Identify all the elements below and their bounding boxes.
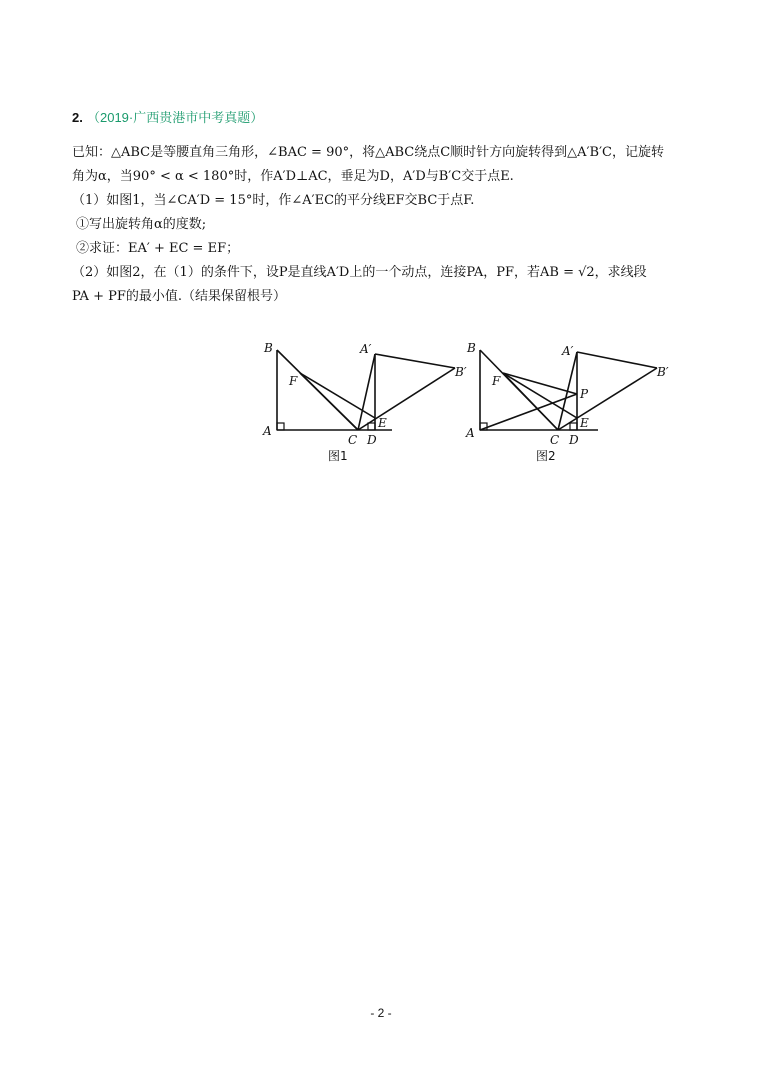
problem-line-4: ①写出旋转角α的度数; — [76, 217, 207, 232]
fig2-right-angle-a — [480, 423, 487, 430]
fig2-label-f: F — [492, 374, 501, 388]
fig2-label-d: D — [569, 433, 579, 447]
figure-1 — [277, 350, 455, 430]
fig2-label-b-prime: B′ — [657, 365, 669, 379]
fig1-segment-a1b1 — [375, 354, 455, 368]
fig1-label-b: B — [264, 341, 273, 355]
problem-line-3: （1）如图1，当∠CA′D = 15°时，作∠A′EC的平分线EF交BC于点F. — [72, 193, 475, 208]
figure-1-labels — [262, 341, 467, 463]
fig2-caption: 图2 — [536, 449, 556, 463]
fig2-segment-fp — [503, 373, 577, 394]
problem-line-5: ②求证：EA′ + EC = EF； — [76, 241, 240, 256]
problem-source: （2019·广西贵港市中考真题） — [86, 110, 264, 125]
fig2-segment-a1b1 — [577, 352, 657, 368]
fig2-segment-ap — [480, 394, 577, 430]
fig1-right-angle-d — [368, 423, 375, 430]
fig1-label-c: C — [348, 433, 358, 447]
fig2-segment-fe — [503, 373, 577, 418]
fig1-segment-ca1 — [358, 354, 375, 430]
problem-number: 2. — [72, 110, 83, 125]
fig2-label-a-prime: A′ — [562, 344, 574, 358]
fig2-label-e: E — [580, 416, 589, 430]
fig2-segment-ca1 — [558, 352, 577, 430]
fig2-segment-bc — [480, 350, 558, 430]
fig1-label-d: D — [367, 433, 377, 447]
problem-line-6: （2）如图2，在（1）的条件下，设P是直线A′D上的一个动点，连接PA，PF，若AB = √2，求线段 — [72, 265, 647, 280]
fig1-segment-fc — [300, 373, 358, 430]
fig2-right-angle-d — [570, 423, 577, 430]
fig1-label-f: F — [289, 374, 298, 388]
fig1-label-a: A — [263, 424, 272, 438]
problem-block — [72, 108, 692, 309]
fig2-segment-cb1 — [558, 368, 657, 430]
fig1-label-e: E — [378, 416, 387, 430]
fig2-label-b: B — [467, 341, 476, 355]
problem-line-7: PA + PF的最小值.（结果保留根号） — [72, 289, 286, 304]
page-number: - 2 - — [370, 1006, 392, 1020]
fig1-segment-bc — [277, 350, 358, 430]
fig1-label-b-prime: B′ — [455, 365, 467, 379]
fig2-label-c: C — [550, 433, 560, 447]
fig2-label-p: P — [580, 387, 589, 401]
fig1-segment-cb1 — [358, 368, 455, 430]
fig2-segment-fc — [503, 373, 558, 430]
fig2-label-a: A — [466, 426, 475, 440]
problem-header — [72, 108, 692, 129]
fig1-label-a-prime: A′ — [360, 342, 372, 356]
figure-2-labels — [465, 341, 669, 463]
fig1-caption: 图1 — [328, 449, 348, 463]
problem-line-1: 已知：△ABC是等腰直角三角形，∠BAC = 90°，将△ABC绕点C顺时针方向旋转得到△A′B′C，记旋转 — [72, 145, 664, 160]
problem-line-2: 角为α，当90° < α < 180°时，作A′D⊥AC，垂足为D，A′D与B′C交于点E. — [72, 169, 514, 184]
figure-2 — [480, 350, 657, 430]
fig1-segment-fe — [300, 373, 375, 418]
fig1-right-angle-a — [277, 423, 284, 430]
